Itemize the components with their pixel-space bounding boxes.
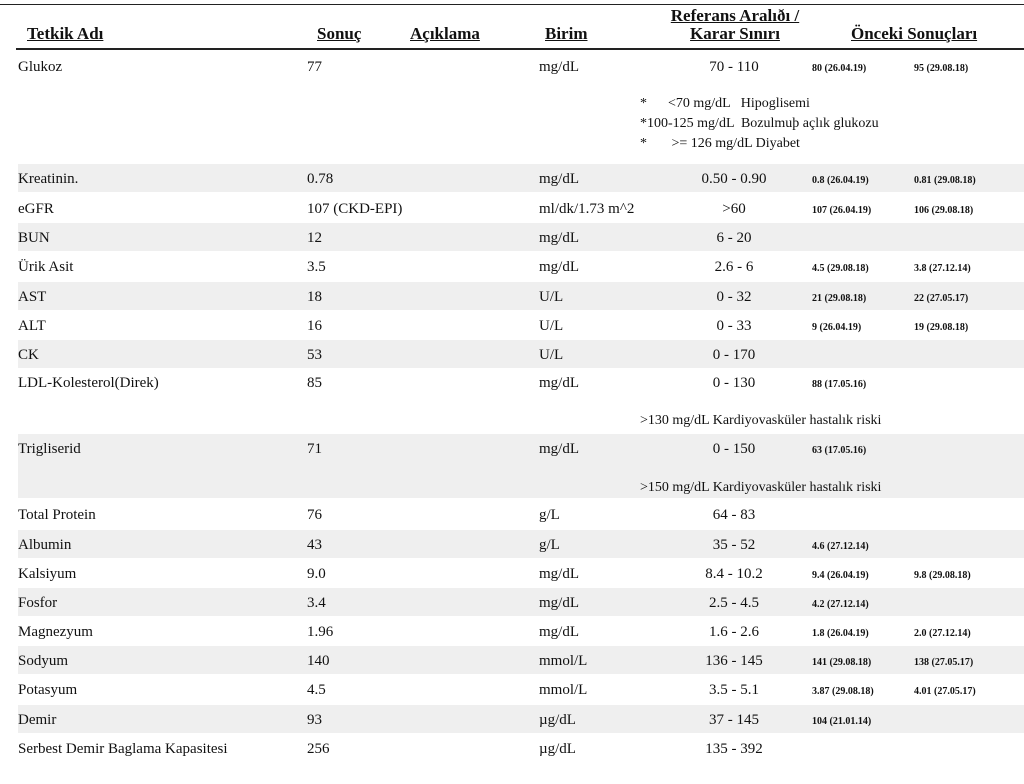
header-result: Sonuç <box>317 24 362 43</box>
previous-result-1: 107 (26.04.19) <box>812 205 872 216</box>
test-unit: mg/dL <box>539 230 579 246</box>
test-unit: g/L <box>539 537 560 553</box>
table-row <box>18 588 1024 616</box>
previous-result-1: 9.4 (26.04.19) <box>812 570 869 581</box>
test-unit: µg/dL <box>539 712 576 728</box>
test-value: 18 <box>307 289 322 305</box>
test-unit: mg/dL <box>539 59 579 75</box>
test-unit: U/L <box>539 318 564 334</box>
test-name: Kalsiyum <box>18 566 77 582</box>
header-reference-line2: Karar Sınırı <box>690 24 780 43</box>
reference-range: 35 - 52 <box>712 537 756 553</box>
header-description: Açıklama <box>410 24 480 43</box>
test-value: 12 <box>307 230 322 246</box>
reference-range: 135 - 392 <box>705 741 763 757</box>
test-name: Demir <box>18 712 57 728</box>
test-name: Ürik Asit <box>18 259 74 275</box>
reference-range: 70 - 110 <box>709 59 759 75</box>
reference-range: 6 - 20 <box>716 230 752 246</box>
test-name: ALT <box>18 318 46 334</box>
test-value: 1.96 <box>307 624 334 640</box>
test-name: Albumin <box>18 537 72 553</box>
test-unit: mmol/L <box>539 682 588 698</box>
reference-range: 136 - 145 <box>705 653 763 669</box>
reference-range: 37 - 145 <box>709 712 759 728</box>
previous-result-1: 4.5 (29.08.18) <box>812 263 869 274</box>
table-row <box>18 530 1024 558</box>
header-previous-results: Önceki Sonuçları <box>851 24 978 43</box>
reference-range: 0 - 32 <box>716 289 752 305</box>
test-name: Total Protein <box>18 507 96 523</box>
test-unit: mg/dL <box>539 171 579 187</box>
table-row <box>18 559 1024 587</box>
header-unit: Birim <box>545 24 588 43</box>
reference-range: 0 - 130 <box>712 375 756 391</box>
test-value: 3.5 <box>307 259 326 275</box>
reference-range: 2.6 - 6 <box>714 259 754 275</box>
test-value: 93 <box>307 712 322 728</box>
test-name: CK <box>18 347 39 363</box>
previous-result-2: 106 (29.08.18) <box>914 205 974 216</box>
test-name: Glukoz <box>18 59 63 75</box>
table-row <box>18 734 1024 762</box>
previous-result-1: 4.6 (27.12.14) <box>812 541 869 552</box>
test-value: 3.4 <box>307 595 326 611</box>
previous-result-2: 9.8 (29.08.18) <box>914 570 971 581</box>
previous-result-1: 63 (17.05.16) <box>812 445 867 456</box>
table-row <box>18 617 1024 645</box>
test-name: Sodyum <box>18 653 69 669</box>
table-row <box>18 252 1024 280</box>
test-unit: U/L <box>539 347 564 363</box>
reference-range: 0.50 - 0.90 <box>701 171 767 187</box>
test-name: BUN <box>18 230 50 246</box>
previous-result-1: 0.8 (26.04.19) <box>812 175 869 186</box>
test-unit: ml/dk/1.73 m^2 <box>539 201 635 217</box>
test-value: 256 <box>307 741 330 757</box>
reference-range: 64 - 83 <box>712 507 756 523</box>
test-name: LDL-Kolesterol(Direk) <box>18 375 159 391</box>
test-value: 71 <box>307 441 322 457</box>
test-value: 16 <box>307 318 322 334</box>
header-reference-line1: Referans Aralıðı / <box>670 6 800 25</box>
test-value: 77 <box>307 59 322 75</box>
header-test-name: Tetkik Adı <box>27 24 104 43</box>
test-value: 53 <box>307 347 322 363</box>
previous-result-2: 95 (29.08.18) <box>914 63 969 74</box>
previous-result-1: 4.2 (27.12.14) <box>812 599 869 610</box>
reference-range: 3.5 - 5.1 <box>709 682 759 698</box>
test-value: 140 <box>307 653 330 669</box>
test-name: Magnezyum <box>18 624 93 640</box>
glukoz-note-3: * >= 126 mg/dL Diyabet <box>640 136 800 151</box>
previous-result-1: 3.87 (29.08.18) <box>812 686 874 697</box>
table-row <box>18 340 1024 368</box>
table-row <box>18 646 1024 674</box>
previous-result-1: 21 (29.08.18) <box>812 293 867 304</box>
reference-range: 8.4 - 10.2 <box>705 566 763 582</box>
reference-range: 0 - 150 <box>712 441 756 457</box>
test-name: Trigliserid <box>18 441 81 457</box>
test-value: 76 <box>307 507 322 523</box>
test-unit: mg/dL <box>539 441 579 457</box>
test-value: 9.0 <box>307 566 326 582</box>
previous-result-1: 104 (21.01.14) <box>812 716 872 727</box>
reference-range: 2.5 - 4.5 <box>709 595 759 611</box>
test-name: AST <box>18 289 47 305</box>
reference-range: 0 - 33 <box>716 318 752 334</box>
previous-result-1: 88 (17.05.16) <box>812 379 867 390</box>
test-unit: mg/dL <box>539 624 579 640</box>
test-unit: mg/dL <box>539 595 579 611</box>
test-unit: U/L <box>539 289 564 305</box>
previous-result-1: 80 (26.04.19) <box>812 63 867 74</box>
table-row <box>18 223 1024 251</box>
test-name: Serbest Demir Baglama Kapasitesi <box>18 741 228 757</box>
previous-result-1: 9 (26.04.19) <box>812 322 862 333</box>
previous-result-2: 0.81 (29.08.18) <box>914 175 976 186</box>
previous-result-1: 141 (29.08.18) <box>812 657 872 668</box>
test-unit: mmol/L <box>539 653 588 669</box>
ldl-risk-note: >130 mg/dL Kardiyovasküler hastalık riski <box>640 413 882 428</box>
reference-range: >60 <box>722 201 746 217</box>
test-unit: mg/dL <box>539 375 579 391</box>
test-value: 0.78 <box>307 171 334 187</box>
test-name: Fosfor <box>18 595 58 611</box>
test-name: Potasyum <box>18 682 78 698</box>
previous-result-2: 2.0 (27.12.14) <box>914 628 971 639</box>
test-name: eGFR <box>18 201 54 217</box>
glukoz-note-2: *100-125 mg/dL Bozulmuþ açlık glukozu <box>640 116 879 131</box>
previous-result-2: 22 (27.05.17) <box>914 293 969 304</box>
test-unit: g/L <box>539 507 560 523</box>
test-value: 43 <box>307 537 322 553</box>
table-row <box>18 311 1024 339</box>
previous-result-2: 3.8 (27.12.14) <box>914 263 971 274</box>
top-border <box>0 4 1024 5</box>
previous-result-2: 4.01 (27.05.17) <box>914 686 976 697</box>
table-row <box>18 164 1024 192</box>
trigliserid-risk-note: >150 mg/dL Kardiyovasküler hastalık riski <box>640 480 882 495</box>
header-rule <box>16 48 1024 50</box>
test-value: 85 <box>307 375 322 391</box>
test-value: 107 (CKD-EPI) <box>307 201 403 217</box>
table-row <box>18 500 1024 528</box>
test-unit: mg/dL <box>539 566 579 582</box>
previous-result-2: 138 (27.05.17) <box>914 657 974 668</box>
table-row <box>18 194 1024 222</box>
previous-result-2: 19 (29.08.18) <box>914 322 969 333</box>
table-row <box>18 56 1024 162</box>
test-unit: µg/dL <box>539 741 576 757</box>
table-row <box>18 675 1024 703</box>
previous-result-1: 1.8 (26.04.19) <box>812 628 869 639</box>
table-row <box>18 705 1024 733</box>
table-row <box>18 282 1024 310</box>
reference-range: 0 - 170 <box>712 347 756 363</box>
test-name: Kreatinin. <box>18 171 79 187</box>
test-value: 4.5 <box>307 682 326 698</box>
glukoz-note-1: * <70 mg/dL Hipoglisemi <box>640 96 810 111</box>
test-unit: mg/dL <box>539 259 579 275</box>
reference-range: 1.6 - 2.6 <box>709 624 759 640</box>
